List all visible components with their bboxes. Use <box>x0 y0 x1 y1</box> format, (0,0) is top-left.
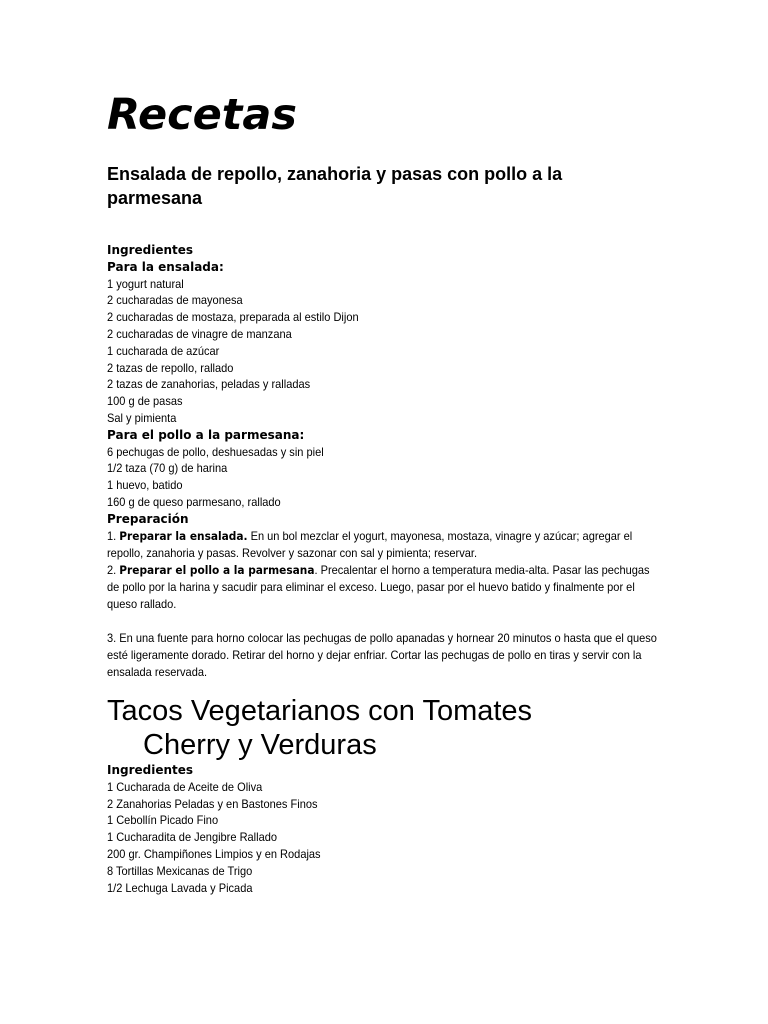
step-number: 3. <box>107 631 117 645</box>
chicken-heading: Para el pollo a la parmesana: <box>107 427 305 442</box>
ingredient-item: 8 Tortillas Mexicanas de Trigo <box>107 863 253 878</box>
step-number: 1. <box>107 529 117 543</box>
step-text: . Precalentar el horno a temperatura media-alta. Pasar las pechugas de pollo por la harina y sacudir para eliminar el exceso. Luego, pasar por el huevo batido y finalmente por el queso rallado. <box>107 563 650 611</box>
recipe1-ingredients <box>107 242 667 528</box>
recipe2-title-line1: Tacos Vegetarianos con Tomates <box>107 695 533 727</box>
preparation-step <box>107 562 659 613</box>
ingredient-item: 1 huevo, batido <box>107 478 183 493</box>
ingredients-heading: Ingredientes <box>107 763 194 777</box>
ingredient-item: 200 gr. Champiñones Limpios y en Rodajas <box>107 846 321 861</box>
ingredient-item: 160 g de queso parmesano, rallado <box>107 494 281 509</box>
preparation-step <box>107 528 659 562</box>
salad-heading: Para la ensalada: <box>107 259 224 274</box>
ingredient-item: 2 cucharadas de mostaza, preparada al estilo Dijon <box>107 310 359 325</box>
step-text: En un bol mezclar el yogurt, mayonesa, mostaza, vinagre y azúcar; agregar el repollo, zanahoria y pasas. Revolver y sazonar con sal y pimienta; reservar. <box>107 529 633 560</box>
ingredient-item: 2 cucharadas de mayonesa <box>107 293 243 308</box>
step-bold-text: Preparar el pollo a la parmesana <box>119 563 315 577</box>
ingredient-item: 1/2 Lechuga Lavada y Picada <box>107 880 253 895</box>
ingredient-item: 1 Cucharadita de Jengibre Rallado <box>107 830 278 845</box>
step-bold-text: Preparar la ensalada. <box>119 529 248 543</box>
preparation-step <box>107 630 659 681</box>
document-title: Recetas <box>107 90 297 140</box>
recipe2-title <box>107 694 532 762</box>
recipe2-title-line2: Cherry y Verduras <box>143 729 377 761</box>
ingredient-item: 100 g de pasas <box>107 394 183 409</box>
ingredient-item: 6 pechugas de pollo, deshuesadas y sin piel <box>107 444 324 459</box>
preparation-heading: Preparación <box>107 511 189 526</box>
ingredient-item: 1 Cucharada de Aceite de Oliva <box>107 779 263 794</box>
step-text: En una fuente para horno colocar las pechugas de pollo apanadas y hornear 20 minutos o hasta que el queso esté ligeramente dorado. Retirar del horno y dejar enfriar. Cortar las pechugas de pollo en tiras y servir con la ensalada reservada. <box>107 631 657 679</box>
ingredient-item: 2 tazas de zanahorias, peladas y ralladas <box>107 377 311 392</box>
recipe1-title: Ensalada de repollo, zanahoria y pasas con pollo a la parmesana <box>107 164 563 208</box>
ingredient-item: 1 cucharada de azúcar <box>107 343 220 358</box>
ingredient-item: 2 Zanahorias Peladas y en Bastones Finos <box>107 796 318 811</box>
ingredient-item: 2 cucharadas de vinagre de manzana <box>107 326 292 341</box>
recipe2-ingredients <box>107 762 667 896</box>
ingredient-item: Sal y pimienta <box>107 410 177 425</box>
ingredients-heading: Ingredientes <box>107 243 194 257</box>
ingredient-item: 1/2 taza (70 g) de harina <box>107 461 228 476</box>
ingredient-item: 1 yogurt natural <box>107 276 184 291</box>
step-number: 2. <box>107 563 117 577</box>
ingredient-item: 2 tazas de repollo, rallado <box>107 360 234 375</box>
preparation-steps <box>107 528 659 681</box>
ingredient-item: 1 Cebollín Picado Fino <box>107 813 219 828</box>
